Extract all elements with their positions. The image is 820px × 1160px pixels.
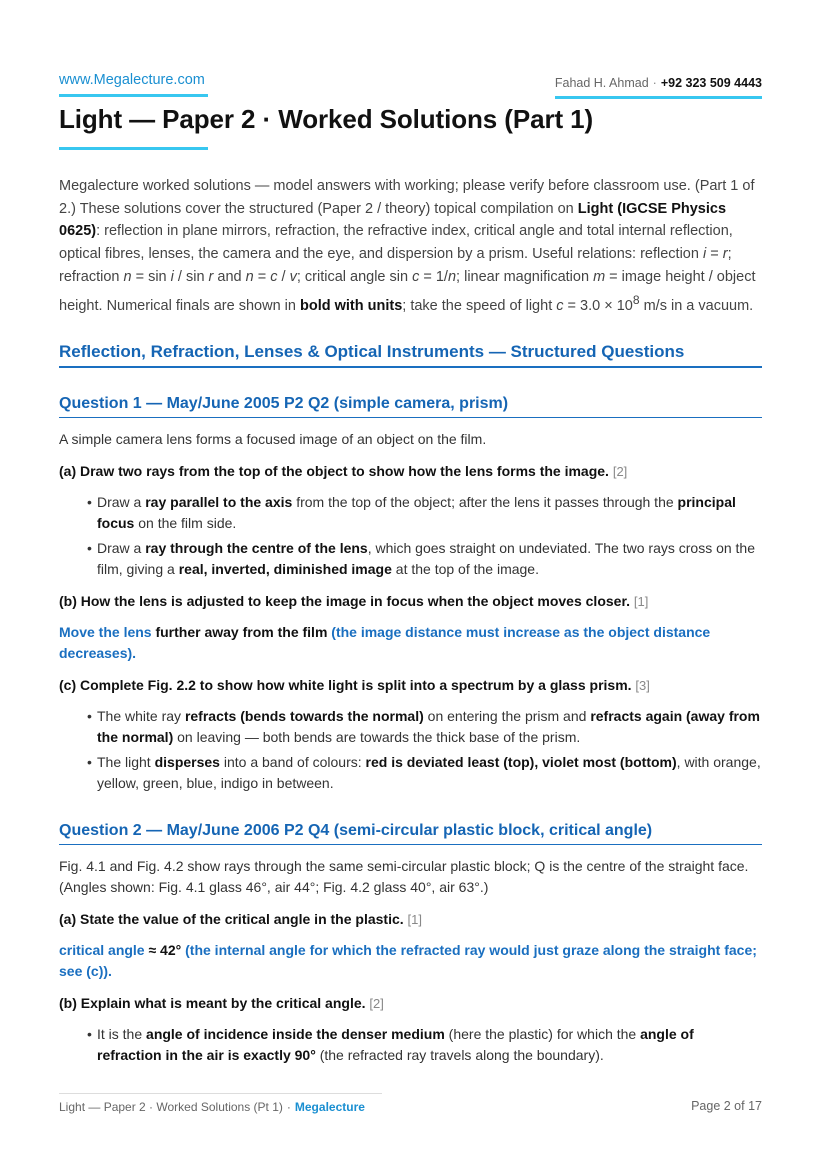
page-title: Light — Paper 2 · Worked Solutions (Part 1) <box>59 104 594 134</box>
list-item: • The white ray refracts (bends towards the normal) on entering the prism and refracts again (away from the normal) on leaving — both bends are towards the thick base of the prism. <box>97 706 762 749</box>
q1-part-c-points <box>59 706 762 795</box>
content <box>59 175 762 1070</box>
q1-part-b-marks: [1] <box>633 593 649 609</box>
q1-part-b-answer: Move the lens further away from the film (the image distance must increase as the object distance decreases). <box>59 623 711 662</box>
author-name: Fahad H. Ahmad <box>554 76 649 90</box>
q2-part-b-marks: [2] <box>369 995 384 1011</box>
site-link[interactable]: www.Megalecture.com <box>59 72 208 97</box>
question-2-heading: Question 2 — May/June 2006 P2 Q4 (semi-circular plastic block, critical angle) <box>59 822 762 845</box>
q1-part-a-marks: [2] <box>612 463 628 479</box>
q1-part-a-label: (a) Draw two rays from the top of the object to show how the lens forms the image. [2] <box>59 462 628 479</box>
q1-part-c-label: (c) Complete Fig. 2.2 to show how white light is split into a spectrum by a glass prism. [3] <box>59 676 650 693</box>
question-1-heading: Question 1 — May/June 2005 P2 Q2 (simple camera, prism) <box>59 395 762 418</box>
footer-divider <box>59 1093 382 1094</box>
list-item: • The light disperses into a band of colours: red is deviated least (top), violet most (bottom), with orange, yellow, green, blue, indigo in between. <box>97 752 762 795</box>
page-number: Page 2 of 17 <box>691 1099 762 1113</box>
author-phone: +92 323 509 4443 <box>660 76 762 90</box>
q2-part-b-label: (b) Explain what is meant by the critical angle. [2] <box>59 994 384 1011</box>
q2-part-a-label: (a) State the value of the critical angle in the plastic. [1] <box>59 910 422 927</box>
list-item: • It is the angle of incidence inside the denser medium (here the plastic) for which the angle of refraction in the air is exactly 90° (the refracted ray travels along the boundary). <box>97 1024 762 1067</box>
q1-part-b-label: (b) How the lens is adjusted to keep the image in focus when the object moves closer. [1] <box>59 592 649 609</box>
q1-part-c-marks: [3] <box>635 677 650 693</box>
section-heading: Reflection, Refraction, Lenses & Optical Instruments — Structured Questions <box>59 342 762 368</box>
q2-part-a-answer: critical angle ≈ 42° (the internal angle for which the refracted ray would just graze along the straight face; see (c)). <box>59 941 757 980</box>
footer-brand: Megalecture <box>294 1100 365 1114</box>
q1-part-a-points <box>59 492 762 581</box>
list-item: • Draw a ray through the centre of the lens, which goes straight on undeviated. The two rays cross on the film, giving a real, inverted, diminished image at the top of the image. <box>97 538 762 581</box>
title-underline <box>59 147 208 150</box>
question-2-text: Fig. 4.1 and Fig. 4.2 show rays through the same semi-circular plastic block; Q is the centre of the straight face. (Angles shown: Fig. 4.1 glass 46°, air 44°; Fig. 4.2 glass 40°, air 63°.) <box>59 857 749 896</box>
list-item: • Draw a ray parallel to the axis from the top of the object; after the lens it passes through the principal focus on the film side. <box>97 492 762 535</box>
question-1-text: A simple camera lens forms a focused image of an object on the film. <box>59 431 487 448</box>
footer-title: Light — Paper 2 · Worked Solutions (Pt 1) · Megalecture <box>59 1100 365 1114</box>
author-separator: · <box>652 76 657 90</box>
author-info <box>555 76 762 99</box>
q2-part-a-marks: [1] <box>407 911 422 927</box>
q2-part-b-points <box>59 1024 762 1067</box>
intro-paragraph: Megalecture worked solutions — model answers with working; please verify before classroom use. (Part 1 of 2.) These solutions cover the structured (Paper 2 / theory) topical compilation on Light (IGCSE Physics 0625): reflection in plane mirrors, refraction, the refractive index, critical angle and total internal reflection, optical fibres, lenses, the camera and the eye, and dispersion by a prism. Useful relations: reflection i = r; refraction n = sin i / sin r and n = c / v; critical angle sin c = 1/n; linear magnification m = image height / object height. Numerical finals are shown in bold with units; take the speed of light $c = 3.0 \times 10^8$ m/s in a vacuum. <box>59 178 756 314</box>
